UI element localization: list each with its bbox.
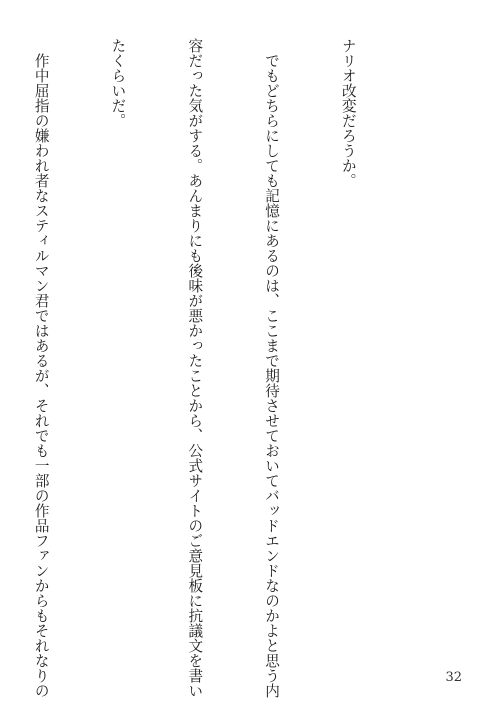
text-line: ナリオ改変だろうか。 <box>339 38 357 188</box>
text-line: でもどちらにしても記憶にあるのは、ここまで期待させておいてバッドエンドなのかよと思う内 <box>263 38 281 698</box>
page-number: 32 <box>445 670 462 685</box>
text-line: 容だった気がする。あんまりにも後味が悪かったことから、公式サイトのご意見板に抗議文を書い <box>186 38 204 698</box>
body-text <box>0 38 412 698</box>
text-line: たくらいだ。 <box>109 38 127 128</box>
text-line: 作中屈指の嫌われ者なスティルマン君ではあるが、それでも一部の作品ファンからもそれなりの <box>32 38 50 698</box>
